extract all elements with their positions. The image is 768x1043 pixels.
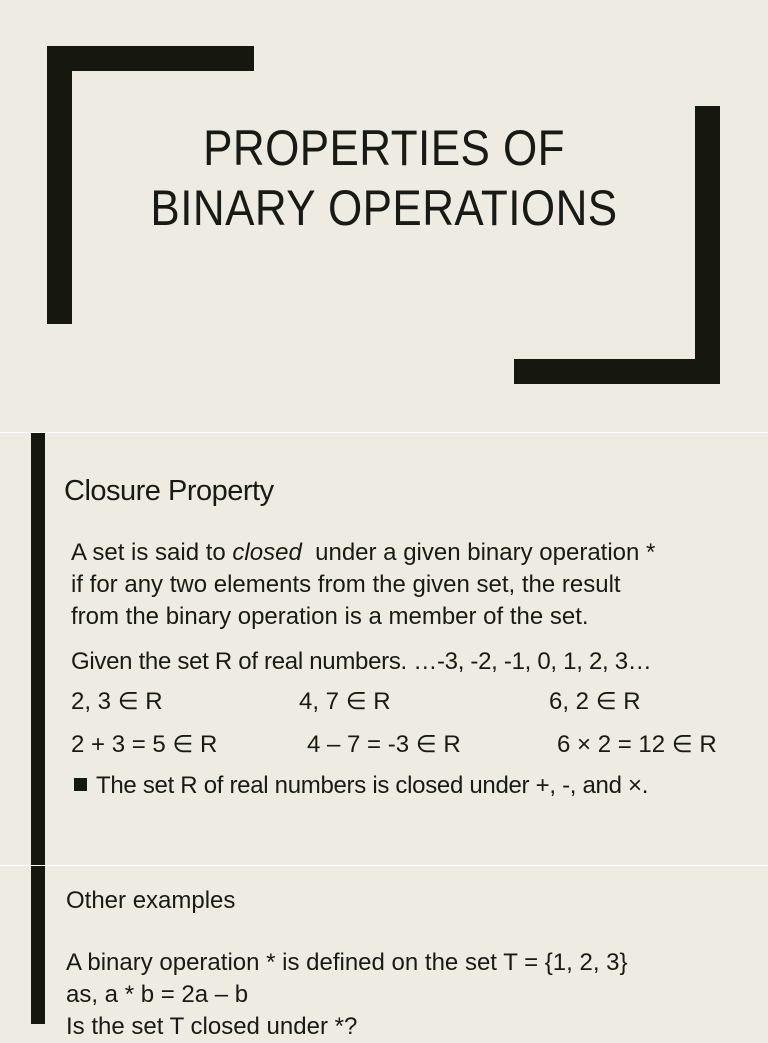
membership-3: 6, 2 ∈ R bbox=[549, 688, 641, 715]
left-accent-bar bbox=[31, 433, 45, 865]
bottom-right-bracket-horizontal bbox=[514, 359, 720, 384]
definition-line-2: if for any two elements from the given set, the result bbox=[71, 571, 621, 598]
left-accent-bar bbox=[31, 866, 45, 1024]
slide-heading: Closure Property bbox=[64, 475, 274, 507]
membership-1: 2, 3 ∈ R bbox=[71, 688, 163, 715]
example-line-3: Is the set T closed under *? bbox=[66, 1013, 358, 1040]
title-slide bbox=[0, 0, 768, 432]
conclusion-bullet: The set R of real numbers is closed under +, -, and ×. bbox=[74, 770, 648, 802]
example-line-1: A binary operation * is defined on the set T = {1, 2, 3} bbox=[66, 949, 628, 976]
title-line-2: BINARY OPERATIONS bbox=[150, 180, 618, 236]
examples-heading: Other examples bbox=[66, 887, 236, 914]
slide-title bbox=[46, 118, 722, 238]
membership-2: 4, 7 ∈ R bbox=[299, 688, 391, 715]
title-line-1: PROPERTIES OF bbox=[203, 120, 565, 176]
examples-slide bbox=[0, 866, 768, 1040]
given-set-text: Given the set R of real numbers. …-3, -2, -1, 0, 1, 2, 3… bbox=[71, 648, 652, 675]
closure-slide bbox=[0, 433, 768, 865]
operation-2: 4 – 7 = -3 ∈ R bbox=[307, 731, 461, 758]
example-line-2: as, a * b = 2a – b bbox=[66, 981, 249, 1008]
definition-line-3: from the binary operation is a member of the set. bbox=[71, 603, 589, 630]
definition-line-1: A set is said to closed under a given binary operation * bbox=[71, 539, 656, 566]
closed-emphasis: closed bbox=[232, 539, 302, 566]
square-bullet-icon bbox=[74, 778, 87, 791]
operation-3: 6 × 2 = 12 ∈ R bbox=[557, 731, 717, 758]
top-left-bracket-horizontal bbox=[47, 46, 254, 71]
operation-1: 2 + 3 = 5 ∈ R bbox=[71, 731, 218, 758]
